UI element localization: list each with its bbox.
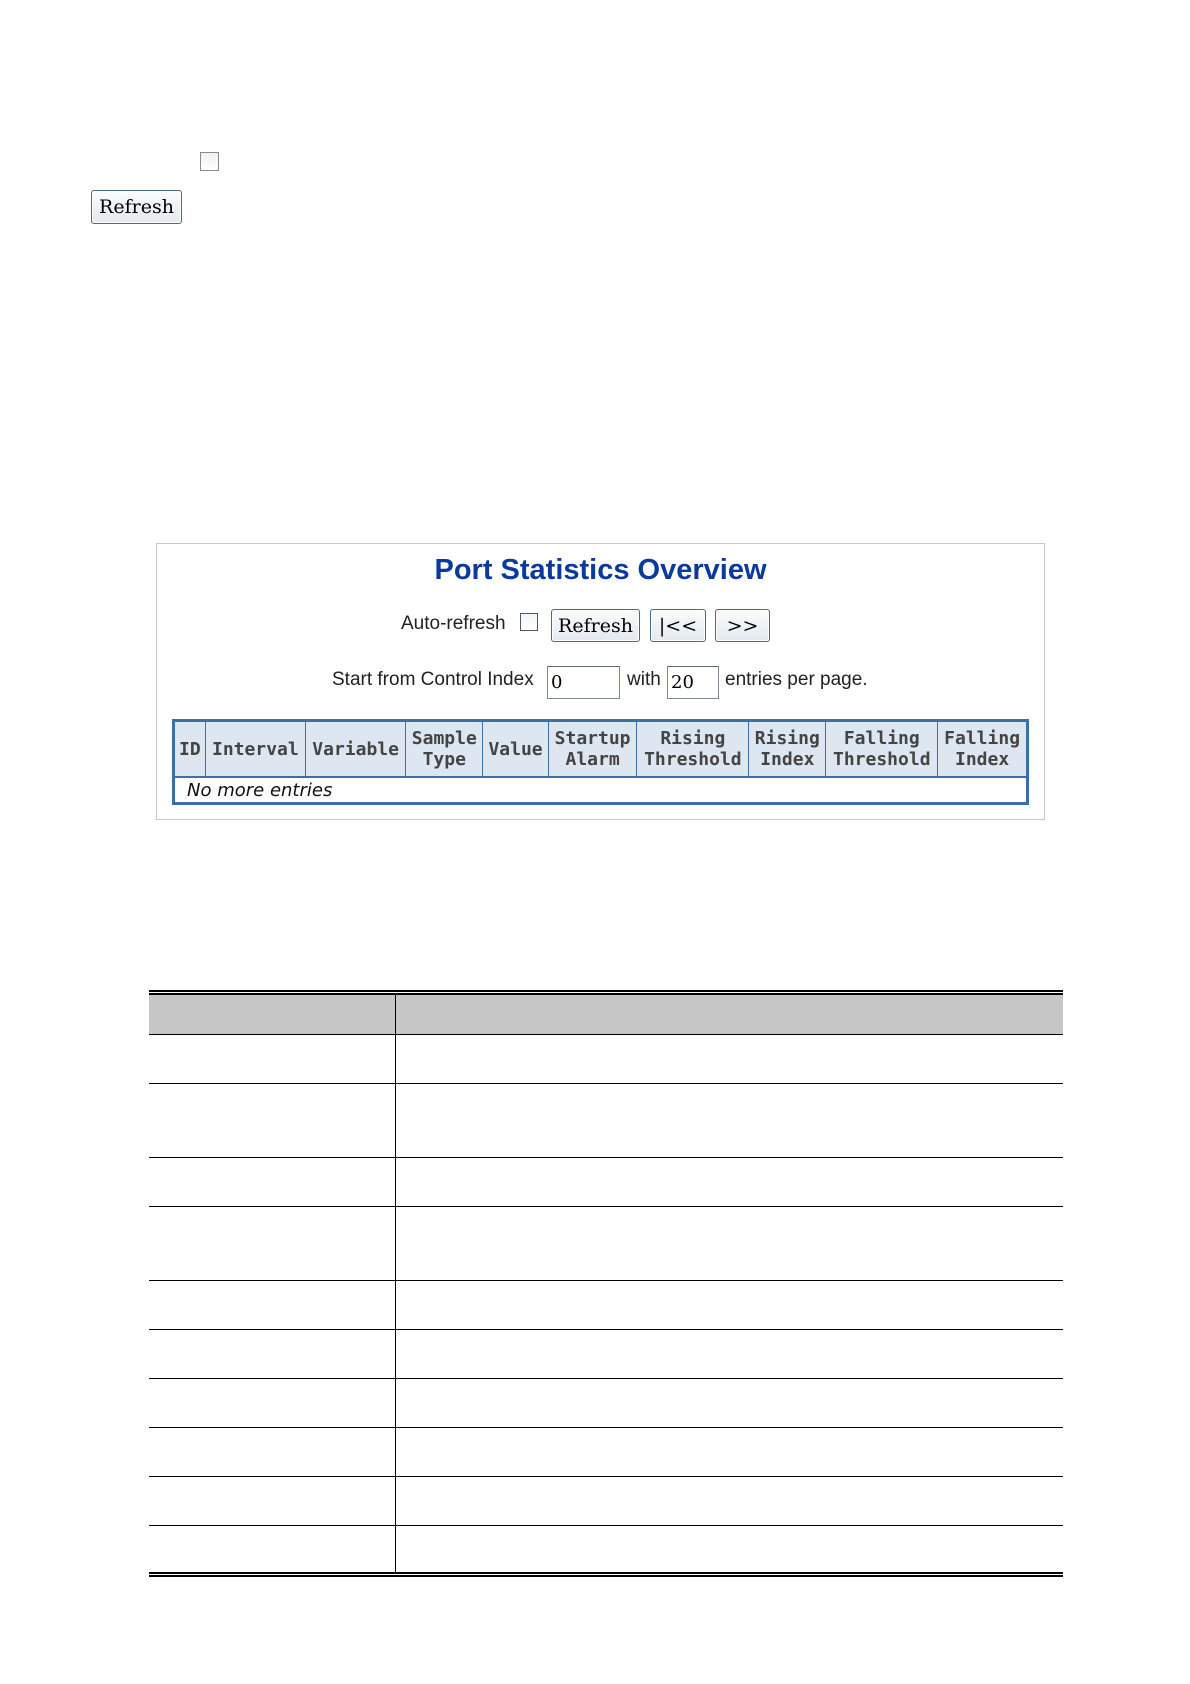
description-text-cell (396, 1207, 1064, 1281)
description-row (149, 1477, 1063, 1526)
panel-refresh-button[interactable]: Refresh (551, 609, 640, 642)
description-table (149, 990, 1063, 1577)
column-header-line: Index (760, 749, 815, 770)
description-text-cell (396, 1281, 1064, 1330)
statistics-header-row (174, 721, 1028, 778)
description-header-description (396, 993, 1064, 1035)
refresh-button[interactable]: Refresh (91, 190, 182, 224)
description-text-cell (396, 1084, 1064, 1158)
column-header-line: Index (955, 749, 1010, 770)
description-text-cell (396, 1158, 1064, 1207)
description-row (149, 1158, 1063, 1207)
description-row (149, 1207, 1063, 1281)
column-header-line: Startup (554, 728, 631, 749)
column-header-line: Falling (843, 728, 920, 749)
column-header (406, 721, 483, 778)
column-header-line: Rising (754, 728, 820, 749)
description-row (149, 1428, 1063, 1477)
description-row (149, 1035, 1063, 1084)
description-object-cell (149, 1477, 396, 1526)
description-object-cell (149, 1330, 396, 1379)
column-header (174, 721, 206, 778)
description-row (149, 1330, 1063, 1379)
port-statistics-panel (156, 543, 1045, 820)
column-header-line: Variable (312, 738, 399, 760)
panel-auto-refresh-checkbox[interactable] (520, 613, 538, 631)
next-page-button[interactable]: >> (715, 609, 770, 642)
description-object-cell (149, 1035, 396, 1084)
description-header-row (149, 993, 1063, 1035)
statistics-table (172, 719, 1029, 805)
description-object-cell (149, 1207, 396, 1281)
column-header (205, 721, 305, 778)
auto-refresh-checkbox[interactable] (200, 152, 219, 171)
column-header (548, 721, 637, 778)
column-header (306, 721, 406, 778)
column-header-line: Alarm (565, 749, 620, 770)
column-header (483, 721, 548, 778)
column-header-line: Threshold (644, 749, 742, 770)
column-header-line: Sample (411, 728, 477, 749)
first-page-button[interactable]: |<< (650, 609, 706, 642)
column-header (637, 721, 749, 778)
description-text-cell (396, 1330, 1064, 1379)
column-header-line: ID (179, 738, 201, 760)
description-row (149, 1379, 1063, 1428)
with-label: with (627, 669, 661, 690)
description-object-cell (149, 1526, 396, 1575)
column-header-line: Falling (944, 728, 1021, 749)
column-header-line: Value (488, 738, 543, 760)
description-text-cell (396, 1477, 1064, 1526)
description-object-cell (149, 1281, 396, 1330)
column-header (938, 721, 1028, 778)
description-row (149, 1084, 1063, 1158)
description-text-cell (396, 1379, 1064, 1428)
panel-title: Port Statistics Overview (434, 554, 767, 586)
empty-message: No more entries (174, 777, 1028, 804)
empty-row (174, 777, 1028, 804)
description-text-cell (396, 1428, 1064, 1477)
description-object-cell (149, 1428, 396, 1477)
description-object-cell (149, 1158, 396, 1207)
start-from-label: Start from Control Index (332, 669, 534, 690)
entries-suffix-label: entries per page. (725, 669, 868, 690)
column-header-line: Type (422, 749, 466, 770)
column-header-line: Rising (660, 728, 726, 749)
description-object-cell (149, 1084, 396, 1158)
description-header-object (149, 993, 396, 1035)
column-header-line: Threshold (833, 749, 931, 770)
description-text-cell (396, 1035, 1064, 1084)
column-header (749, 721, 826, 778)
column-header (826, 721, 938, 778)
description-text-cell (396, 1526, 1064, 1575)
description-object-cell (149, 1379, 396, 1428)
description-row (149, 1526, 1063, 1575)
column-header-line: Interval (212, 738, 299, 760)
description-row (149, 1281, 1063, 1330)
entries-per-page-input[interactable]: 20 (667, 666, 719, 699)
start-index-input[interactable]: 0 (547, 666, 620, 699)
auto-refresh-label: Auto-refresh (401, 613, 506, 634)
